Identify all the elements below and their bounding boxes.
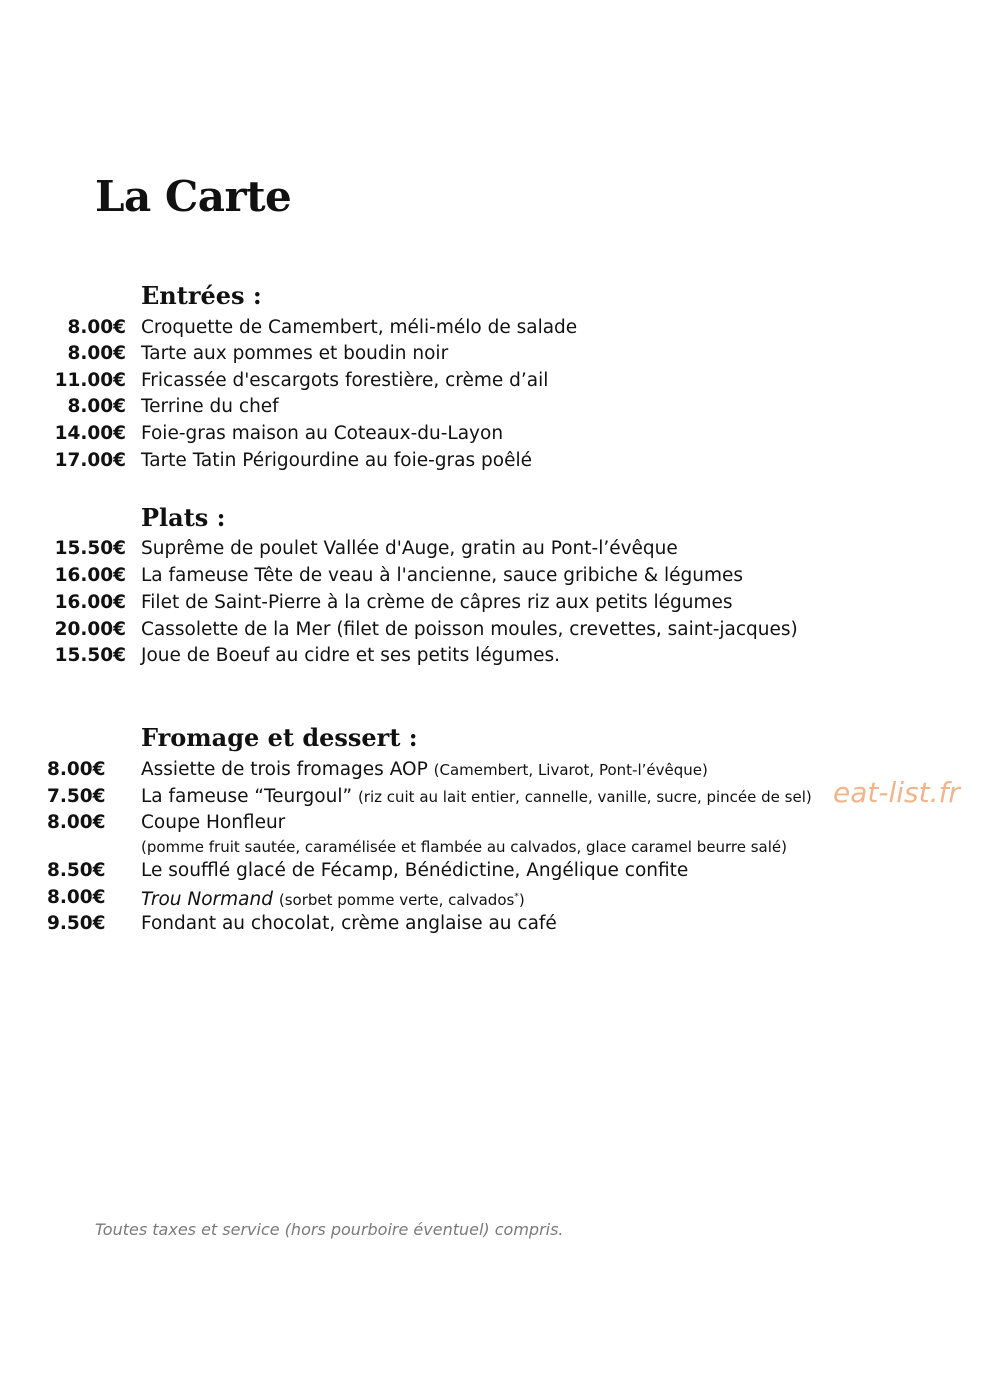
item-price: 8.00€ <box>47 759 106 780</box>
section-heading-entrees: Entrées : <box>141 281 262 310</box>
item-name: Foie-gras maison au Coteaux-du-Layon <box>141 423 504 444</box>
item-name: Le soufflé glacé de Fécamp, Bénédictine, Angélique confite <box>141 860 689 881</box>
item-name: Cassolette de la Mer (filet de poisson moules, crevettes, saint-jacques) <box>141 619 798 640</box>
item-name: La fameuse Tête de veau à l'ancienne, sauce gribiche & légumes <box>141 565 744 586</box>
menu-item <box>0 910 989 937</box>
item-price: 8.00€ <box>67 317 126 338</box>
item-name: Tarte aux pommes et boudin noir <box>141 343 449 364</box>
menu-item <box>0 447 989 474</box>
item-price: 14.00€ <box>54 423 126 444</box>
menu-item <box>0 857 989 884</box>
item-price: 8.00€ <box>47 887 106 908</box>
item-price: 11.00€ <box>54 370 126 391</box>
menu-item <box>0 393 989 420</box>
item-name: Filet de Saint-Pierre à la crème de câpres riz aux petits légumes <box>141 592 733 613</box>
menu-item <box>0 884 989 911</box>
menu-item <box>0 314 989 341</box>
menu-item <box>0 589 989 616</box>
item-name: Croquette de Camembert, méli-mélo de salade <box>141 317 578 338</box>
item-note-end: ) <box>518 891 525 909</box>
section-heading-plats: Plats : <box>141 503 226 532</box>
menu-item <box>0 535 989 562</box>
item-price: 17.00€ <box>54 450 126 471</box>
item-price: 8.00€ <box>67 396 126 417</box>
item-price: 16.00€ <box>54 565 126 586</box>
item-name: Assiette de trois fromages AOP <box>141 759 428 780</box>
item-price: 20.00€ <box>54 619 126 640</box>
item-name: La fameuse “Teurgoul” <box>141 786 353 807</box>
item-note-mark: * <box>514 892 519 902</box>
item-note: (sorbet pomme verte, calvados <box>278 891 515 909</box>
menu-item <box>0 420 989 447</box>
item-name: Suprême de poulet Vallée d'Auge, gratin au Pont-l’évêque <box>141 538 678 559</box>
item-price: 8.00€ <box>47 812 106 833</box>
menu-item <box>0 562 989 589</box>
watermark: eat-list.fr <box>833 776 960 809</box>
item-name: Trou Normand <box>141 889 273 910</box>
menu-item <box>0 642 989 669</box>
menu-item <box>0 340 989 367</box>
menu-item <box>0 809 989 836</box>
item-name: Joue de Boeuf au cidre et ses petits légumes. <box>141 645 560 666</box>
footer-note: Toutes taxes et service (hors pourboire éventuel) compris. <box>95 1220 564 1239</box>
item-name: Coupe Honfleur <box>141 812 286 833</box>
item-name: Fondant au chocolat, crème anglaise au café <box>141 913 557 934</box>
item-price: 15.50€ <box>54 538 126 559</box>
page-title: La Carte <box>95 172 292 221</box>
item-price: 7.50€ <box>47 786 106 807</box>
menu-item <box>0 616 989 643</box>
item-price: 16.00€ <box>54 592 126 613</box>
item-detail: (pomme fruit sautée, caramélisée et flambée au calvados, glace caramel beurre salé) <box>141 838 787 856</box>
item-note: (Camembert, Livarot, Pont-l’évêque) <box>433 761 708 779</box>
item-name: Terrine du chef <box>141 396 279 417</box>
item-price: 9.50€ <box>47 913 106 934</box>
item-note: (riz cuit au lait entier, cannelle, vanille, sucre, pincée de sel) <box>357 788 812 806</box>
item-name: Fricassée d'escargots forestière, crème d’ail <box>141 370 549 391</box>
item-price: 8.00€ <box>67 343 126 364</box>
menu-item <box>0 367 989 394</box>
item-price: 15.50€ <box>54 645 126 666</box>
item-price: 8.50€ <box>47 860 106 881</box>
section-heading-desserts: Fromage et dessert : <box>141 723 418 752</box>
item-name: Tarte Tatin Périgourdine au foie-gras poêlé <box>141 450 532 471</box>
